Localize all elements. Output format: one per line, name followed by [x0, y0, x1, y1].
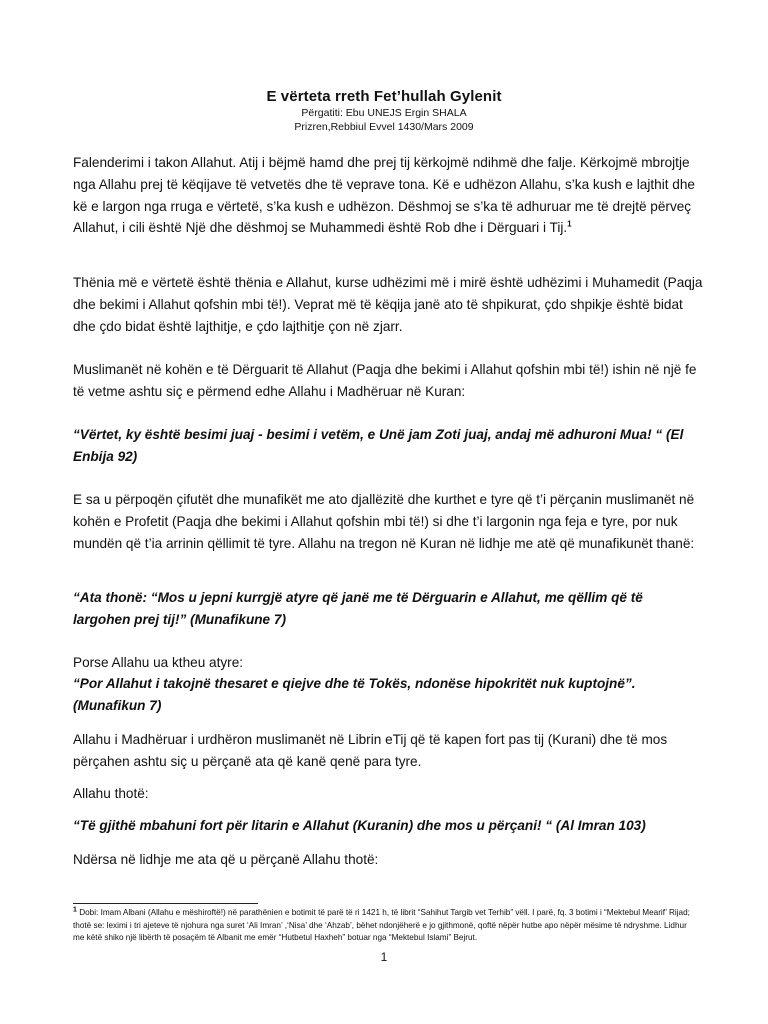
paragraph-5: Porse Allahu ua ktheu atyre: [73, 655, 244, 670]
paragraph-4: E sa u përpoqën çifutët dhe munafikët me ato djallëzitë dhe kurthet e tyre që t’i përçanin muslimanët në kohën e Profetit (Paqja dhe bekimi i Allahut qofshin mbi të!) si dhe t’i largonin nga feja e tyre, por nuk mundën që t’ia arrinin qëllimit të tyre. Allahu na tregon në Kuran në lidhje me atë që munafikunët thanë: [73, 492, 695, 551]
place-date-line: Prizren,Rebbiul Evvel 1430/Mars 2009 [294, 121, 474, 133]
footnote-text: Dobi: Imam Albani (Allahu e mëshiroftë!) në parathënien e botimit të parë të ri 1421 h, të librit “Sahihut Targib vet Terhib” vëll. I parë, fq. 3 botimi i “Mektebul Mearif’ Rijad; thotë se: leximi i tri ajeteve të njohura nga suret ‘Ali Imran’ ,‘Nisa’ dhe ‘Ahzab’, bëhet ndonjëherë e jo gjithmonë, qoftë nëpër hutbe apo nëpër mësime të ndryshme. Lidhur me këtë shiko një libërth të posaçëm të Albanit me emër “Hutbetul Haxheh” botuar nga “Mektebul Islami” Bejrut. [73, 908, 690, 942]
paragraph-1: Falenderimi i takon Allahut. Atij i bëjmë hamd dhe prej tij kërkojmë ndihmë dhe falje. Kërkojmë mbrojtje nga Allahu prej të këqijave të vetvetës dhe të veprave tona. Kë e udhëzon Allahu, s’ka kush e lajthit dhe kë e largon nga rruga e vërtetë, s’ka kush e udhëzon. Dëshmoj se s’ka të adhuruar me të drejtë përveç Allahut, i cili është Një dhe dëshmoj se Muhammedi është Rob dhe i Dërguari i Tij.$^1$ [73, 155, 695, 236]
paragraph-3: Muslimanët në kohën e të Dërguarit të Allahut (Paqja dhe bekimi i Allahut qofshin mbi të!) ishin në një fe të vetme ashtu siç e përmend edhe Allahu i Madhëruar në Kuran: [73, 362, 697, 399]
paragraph-7: Allahu thotë: [73, 786, 149, 801]
paragraph-6: Allahu i Madhëruar i urdhëron muslimanët në Librin eTij që të kapen fort pas tij (Kurani) dhe të mos përçahen ashtu siç u përçanë ata që kanë qenë para tyre. [73, 732, 668, 769]
quote-munafikun: “Por Allahut i takojnë thesaret e qiejve dhe të Tokës, ndonëse hipokritët nuk kuptojnë”. (Munafikun 7) [73, 676, 636, 713]
footnote-marker: 1 [73, 906, 77, 914]
quote-el-enbija: “Vërtet, ky është besimi juaj - besimi i vetëm, e Unë jam Zoti juaj, andaj më adhuroni Mua! “ (El Enbija 92) [73, 427, 684, 464]
footnote [73, 907, 698, 945]
quote-al-imran: “Të gjithë mbahuni fort për litarin e Allahut (Kuranin) dhe mos u përçani! “ (Al Imran 103) [73, 818, 646, 833]
paragraph-8: Ndërsa në lidhje me ata që u përçanë Allahu thotë: [73, 852, 379, 867]
paragraph-2: Thënia më e vërtetë është thënia e Allahut, kurse udhëzimi më i mirë është udhëzimi i Muhamedit (Paqja dhe bekimi i Allahut qofshin mbi të!). Veprat më të këqija janë ato të shpikurat, çdo shpikje është bidat dhe çdo bidat është lajthitje, e çdo lajthitje çon në zjarr. [73, 275, 703, 334]
footnote-reference[interactable]: 1 [567, 219, 572, 229]
quote-munafikune: “Ata thonë: “Mos u jepni kurrgjë atyre që janë me të Dërguarin e Allahut, me qëllim që të largohen prej tij!” (Munafikune 7) [73, 590, 643, 627]
footnote-divider [73, 903, 258, 904]
author-line: Përgatiti: Ebu UNEJS Ergin SHALA [301, 107, 467, 119]
document-title: E vërteta rreth Fet’hullah Gylenit [266, 88, 502, 105]
page-number: 1 [380, 950, 388, 964]
